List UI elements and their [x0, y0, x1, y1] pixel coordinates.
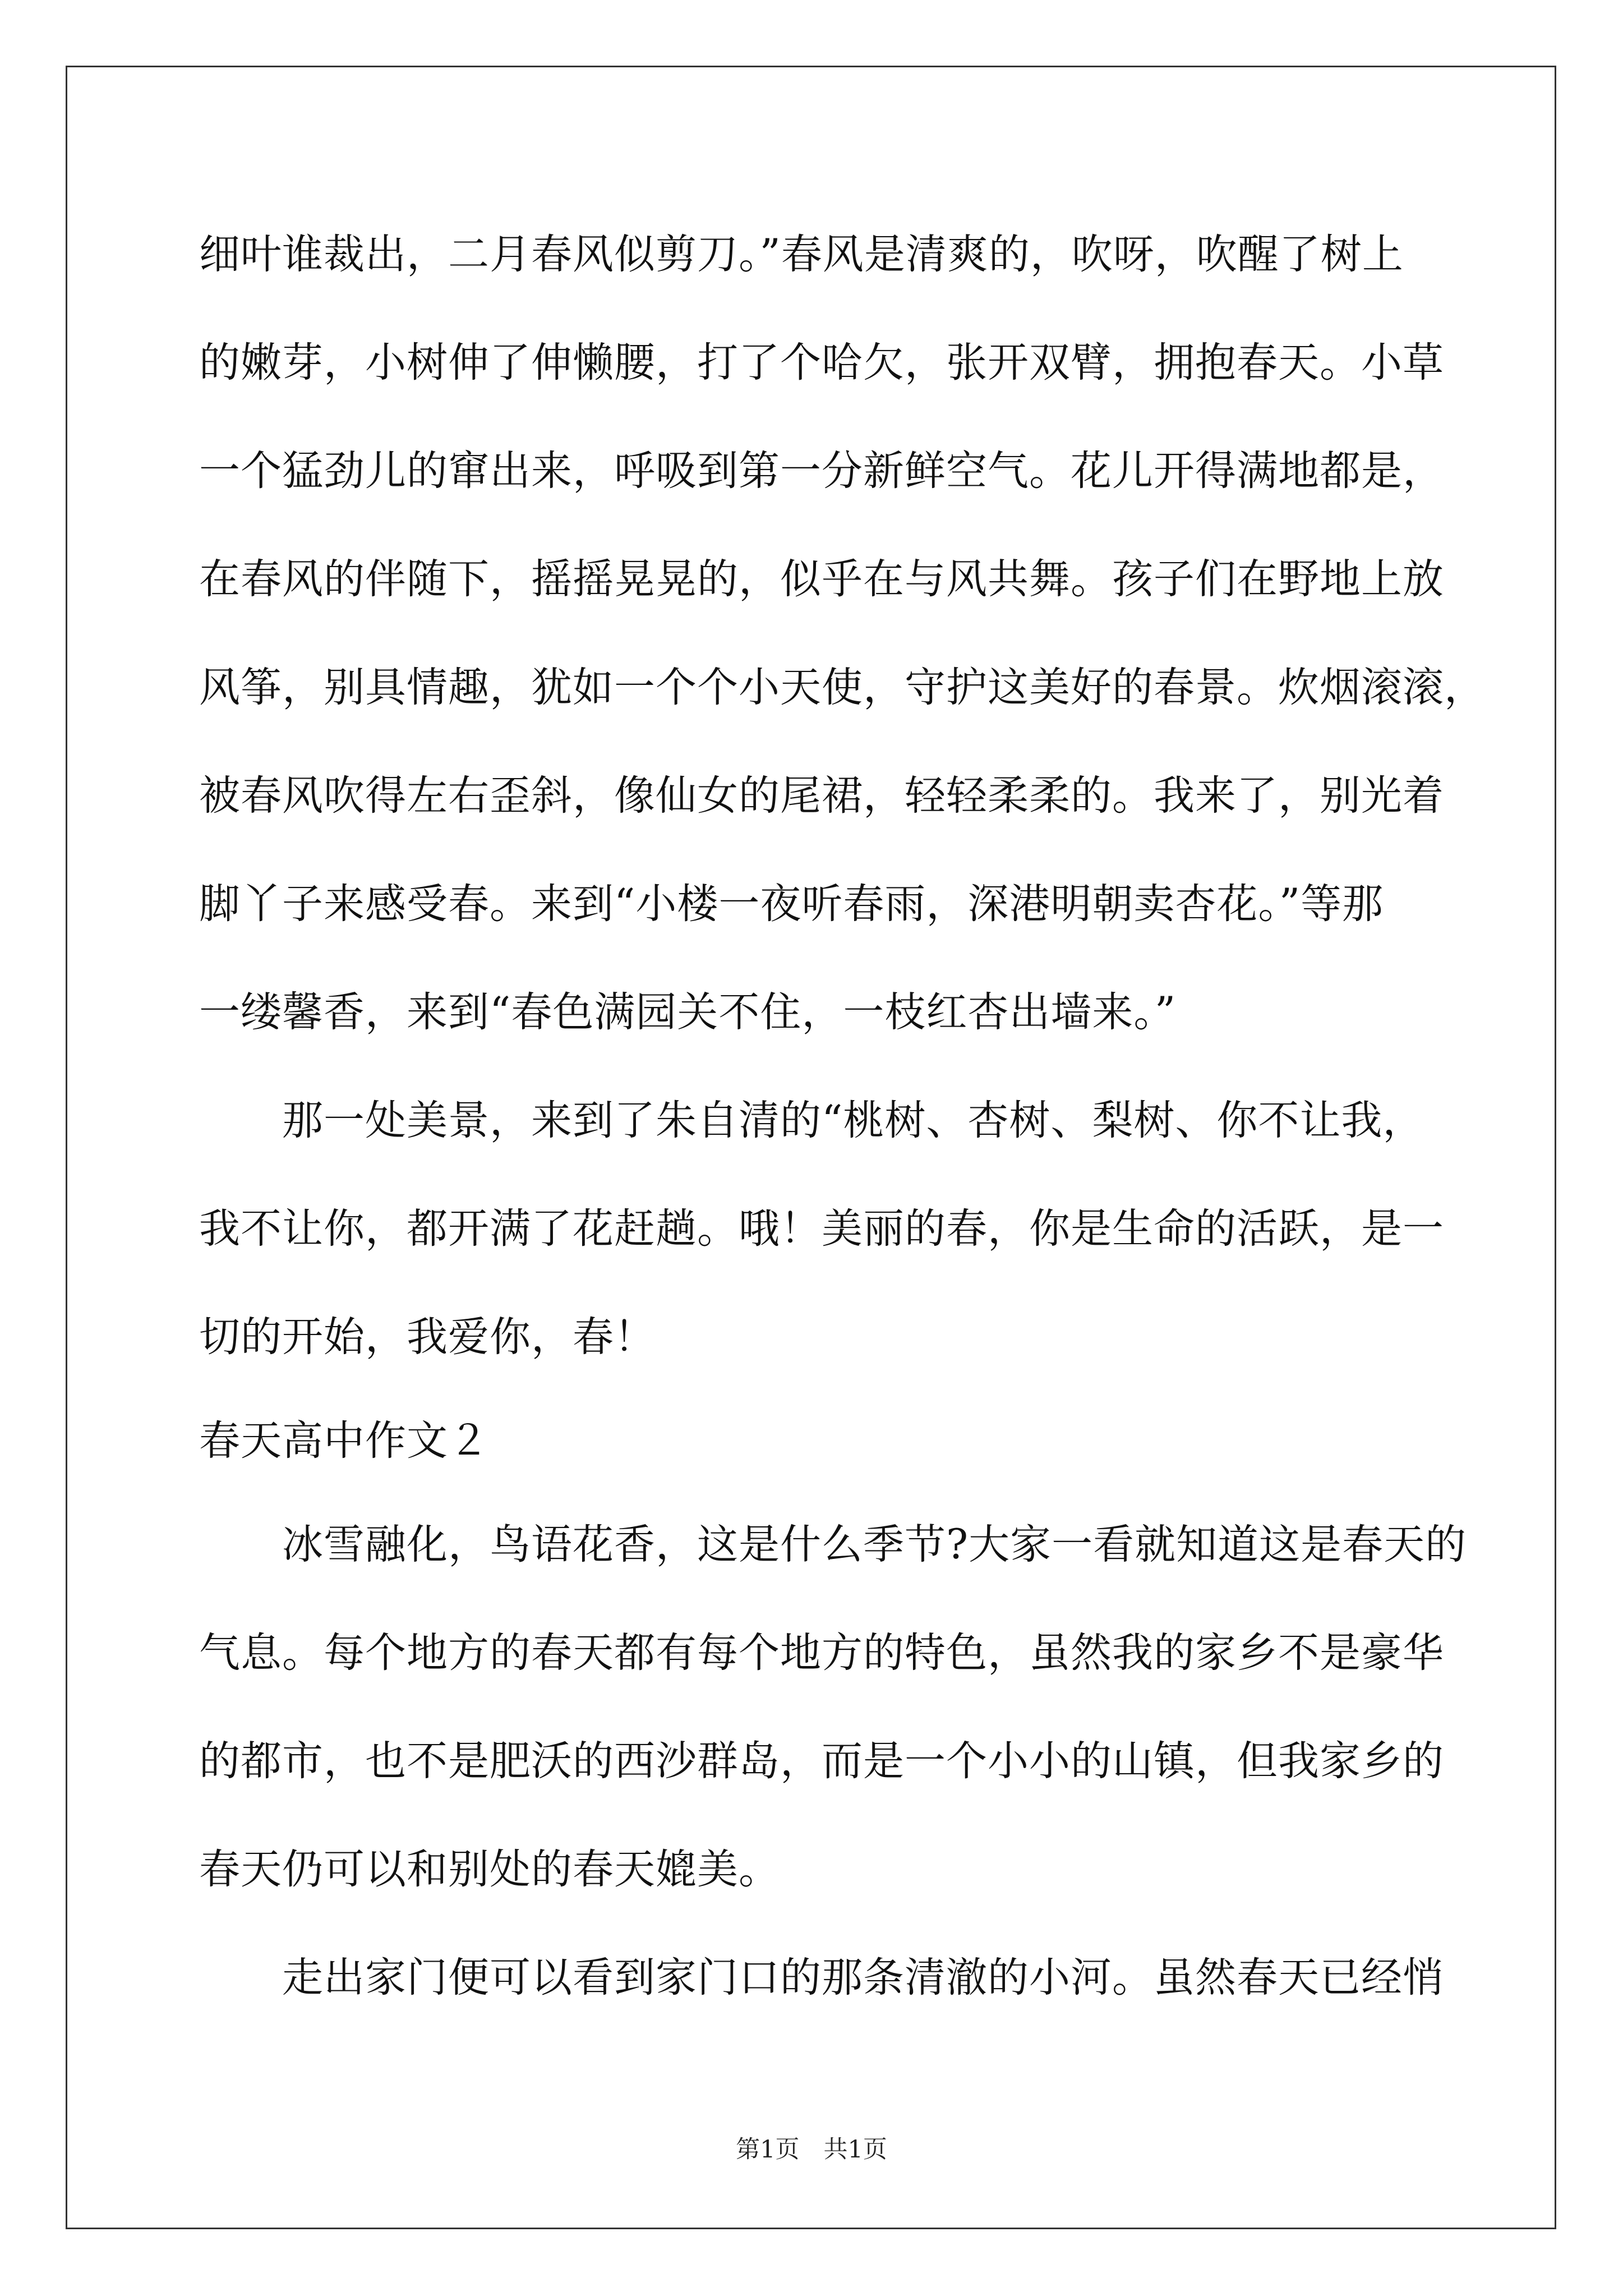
text-line: 一个猛劲儿的窜出来，呼吸到第一分新鲜空气。花儿开得满地都是，: [199, 447, 1444, 495]
text-line: 我不让你，都开满了花赶趟。哦！美丽的春，你是生命的活跃，是一: [199, 1205, 1444, 1253]
paragraph-start: 冰雪融化，鸟语花香，这是什么季节?大家一看就知道这是春天的: [199, 1521, 1467, 1568]
paragraph-start: 那一处美景，来到了朱自清的“桃树、杏树、梨树、你不让我，: [199, 1097, 1424, 1144]
page-footer: 第1页 共1页: [736, 2136, 887, 2164]
text-line: 春天仍可以和别处的春天媲美。: [199, 1846, 780, 1893]
text-line: 的都市，也不是肥沃的西沙群岛，而是一个小小的山镇，但我家乡的: [199, 1737, 1444, 1785]
paragraph-start: 走出家门便可以看到家门口的那条清澈的小河。虽然春天已经悄: [199, 1954, 1444, 2001]
text-line: 的嫩芽，小树伸了伸懒腰，打了个哈欠，张开双臂，拥抱春天。小草: [199, 339, 1444, 386]
text-line: 切的开始，我爱你，春！: [199, 1313, 656, 1361]
text-line: 脚丫子来感受春。来到“小楼一夜听春雨，深港明朝卖杏花。”等那: [199, 880, 1384, 928]
text-line: 被春风吹得左右歪斜，像仙女的尾裙，轻轻柔柔的。我来了，别光着: [199, 772, 1444, 820]
page-border: [66, 66, 1556, 2229]
text-line: 一缕馨香，来到“春色满园关不住，一枝红杏出墙来。”: [199, 988, 1177, 1036]
section-heading: 春天高中作文２: [199, 1417, 490, 1465]
text-line: 细叶谁裁出，二月春风似剪刀。”春风是清爽的，吹呀，吹醒了树上: [199, 231, 1404, 278]
text-line: 在春风的伴随下，摇摇晃晃的，似乎在与风共舞。孩子们在野地上放: [199, 555, 1444, 603]
text-line: 气息。每个地方的春天都有每个地方的特色，虽然我的家乡不是豪华: [199, 1629, 1444, 1677]
text-line: 风筝，别具情趣，犹如一个个小天使，守护这美好的春景。炊烟滚滚，: [199, 664, 1486, 711]
